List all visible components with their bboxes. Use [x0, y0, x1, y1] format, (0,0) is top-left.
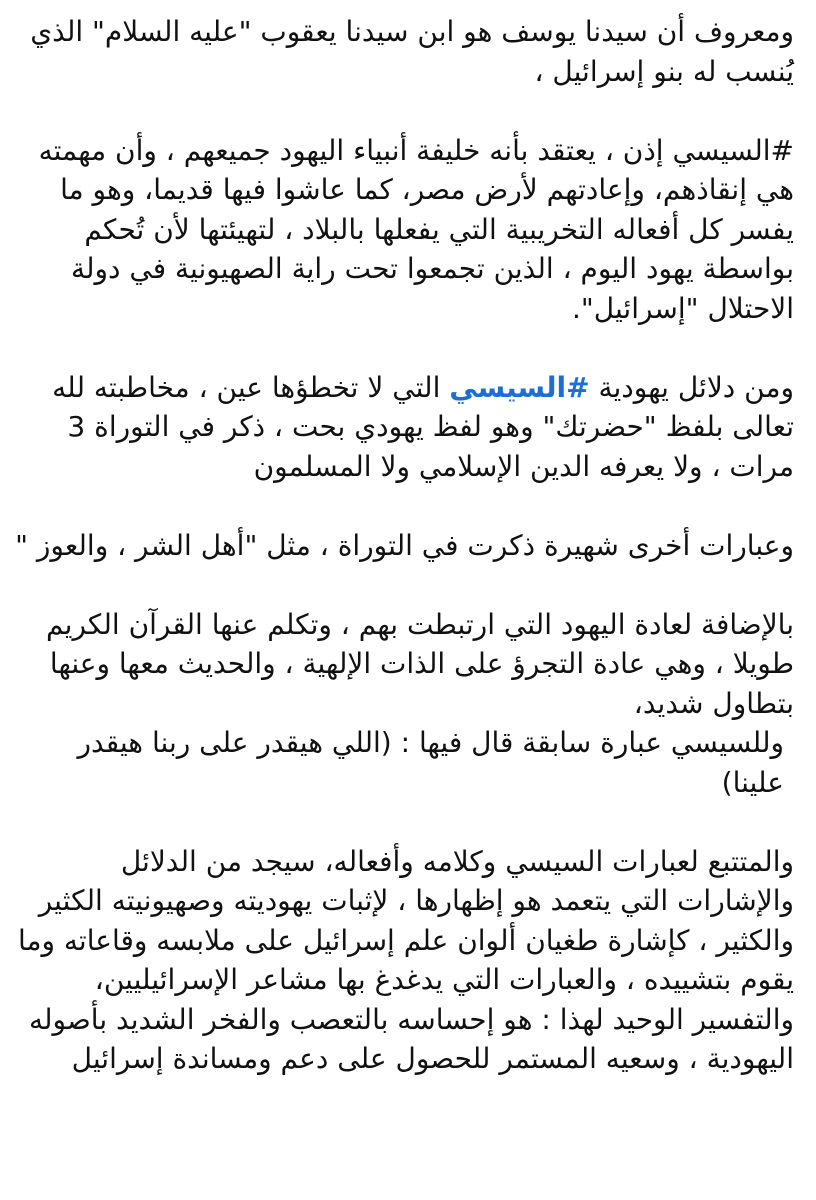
text-line: بالإضافة لعادة اليهود التي ارتبطت بهم ، وتكلم عنها القرآن الكريم [46, 607, 794, 641]
paragraph-4 [14, 526, 794, 566]
paragraph-2 [14, 131, 794, 329]
text-line: بواسطة يهود اليوم ، الذين تجمعوا تحت راية الصهيونية في دولة [70, 252, 794, 285]
text-line: ومعروف أن سيدنا يوسف هو ابن سيدنا يعقوب "عليه السلام" الذي [30, 15, 794, 48]
paragraph-1 [14, 12, 794, 91]
text-line: بتطاول شديد، [633, 686, 794, 720]
text-line: #السيسي إذن ، يعتقد بأنه خليفة أنبياء اليهود جميعهم ، وأن مهمته [38, 133, 794, 167]
text-line: تعالى بلفظ "حضرتك" وهو لفظ يهودي بحت ، ذكر في التوراة 3 [67, 410, 794, 443]
paragraph-3 [14, 368, 794, 487]
paragraph-gap [14, 91, 794, 131]
text-line: يُنسب له بنو إسرائيل ، [534, 54, 794, 88]
text-line: طويلا ، وهي عادة التجرؤ على الذات الإلهية ، والحديث معها وعنها [49, 647, 794, 680]
text-line: يقوم بتشييده ، والعبارات التي يدغدغ بها مشاعر الإسرائيليين، [94, 963, 794, 996]
text-line: مرات ، ولا يعرفه الدين الإسلامي ولا المسلمون [253, 449, 794, 483]
text-segment: ومن دلائل يهودية [589, 370, 794, 404]
paragraph-gap [14, 802, 794, 842]
paragraph-5 [14, 605, 794, 803]
text-line: اليهودية ، وسعيه المستمر للحصول على دعم ومساندة إسرائيل [71, 1042, 794, 1075]
paragraph-gap [14, 565, 794, 605]
text-line: هي إنقاذهم، وإعادتهم لأرض مصر، كما عاشوا فيها قديما، وهو ما [60, 173, 794, 206]
text-line: يفسر كل أفعاله التخريبية التي يفعلها بالبلاد ، لتهيئتها لأن تُحكم [84, 212, 794, 246]
text-line: وعبارات أخرى شهيرة ذكرت في التوراة ، مثل "أهل الشر ، والعوز " [15, 528, 794, 562]
quote-line: وللسيسي عبارة سابقة قال فيها : (اللي هيقدر على ربنا هيقدر علينا) [77, 726, 784, 799]
paragraph-gap [14, 486, 794, 526]
text-line: والمتتبع لعبارات السيسي وكلامه وأفعاله، سيجد من الدلائل [120, 844, 794, 878]
text-line: الاحتلال "إسرائيل". [571, 291, 794, 325]
text-line-with-hashtag [14, 368, 794, 408]
hashtag-link[interactable]: #السيسي [449, 370, 590, 404]
text-line: والتفسير الوحيد لهذا : هو إحساسه بالتعصب والفخر الشديد بأصوله [29, 1002, 794, 1036]
text-line: والإشارات التي يتعمد هو إظهارها ، لإثبات يهوديته وصهيونيته الكثير [38, 884, 794, 917]
text-segment: التي لا تخطؤها عين ، مخاطبته لله [52, 370, 450, 404]
text-line: والكثير ، كإشارة طغيان ألوان علم إسرائيل على ملابسه وقاعاته وما [17, 923, 794, 957]
paragraph-gap [14, 328, 794, 368]
paragraph-6 [14, 842, 794, 1079]
post-text [14, 12, 794, 1079]
